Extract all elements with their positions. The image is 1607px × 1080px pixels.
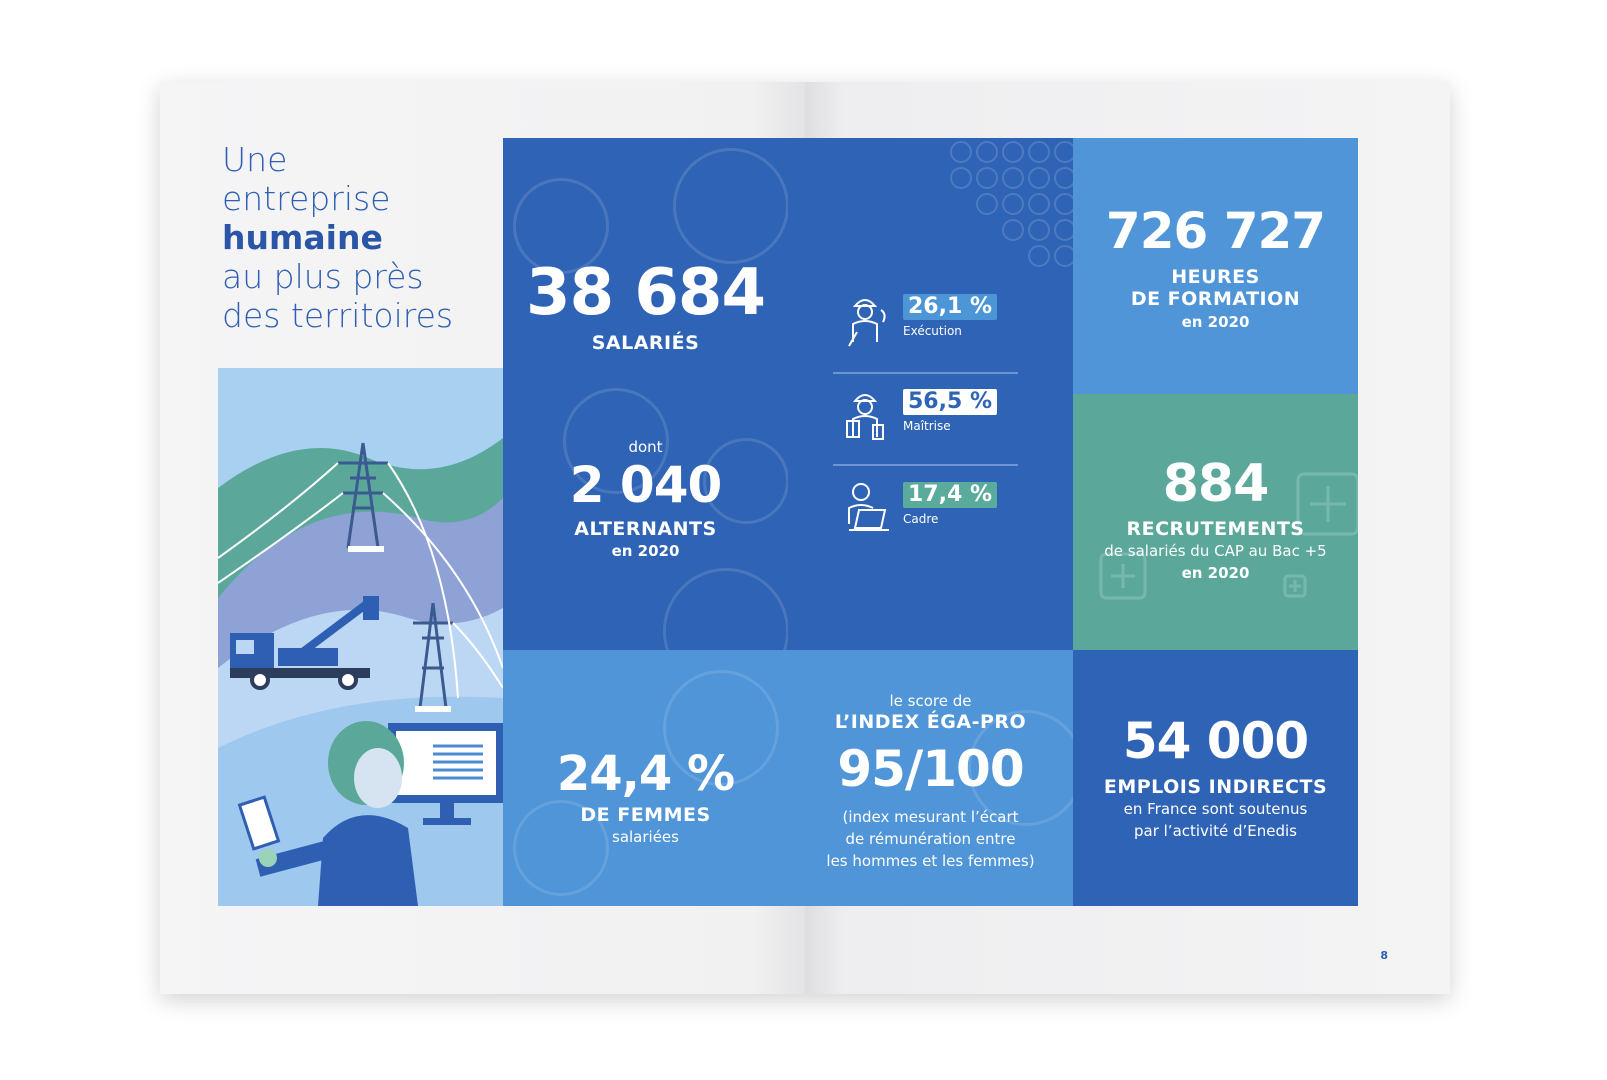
tile-femmes — [503, 650, 788, 906]
index-note-1: (index mesurant l’écart — [842, 808, 1019, 826]
illustration-artwork — [218, 368, 503, 906]
title-line-bold: humaine — [222, 218, 383, 257]
page-number: 8 — [1380, 949, 1388, 962]
title-line: entreprise — [222, 179, 391, 218]
category-label: Cadre — [903, 512, 939, 526]
emplois-value: 54 000 — [1122, 712, 1309, 770]
formation-year: en 2020 — [1181, 313, 1250, 331]
category-percent: 17,4 % — [903, 482, 997, 508]
category-percent: 26,1 % — [903, 294, 997, 320]
tile-salaries — [503, 138, 788, 650]
tile-index — [788, 650, 1073, 906]
femmes-value: 24,4 % — [556, 746, 735, 802]
femmes-sub: salariées — [612, 828, 679, 846]
tile-recrutements — [1073, 394, 1358, 650]
recrutements-sub: de salariés du CAP au Bac +5 — [1104, 542, 1327, 560]
salaries-value: 38 684 — [526, 256, 765, 330]
supervisor-clipboard-icon — [845, 387, 889, 443]
tile-formation — [1073, 138, 1358, 394]
category-row-cadre — [845, 480, 1045, 540]
category-label: Exécution — [903, 324, 962, 338]
recrutements-year: en 2020 — [1181, 564, 1250, 582]
category-row-execution — [845, 292, 1045, 352]
title-line: au plus près — [222, 257, 424, 296]
emplois-label: EMPLOIS INDIRECTS — [1103, 776, 1328, 798]
index-note-2: de rémunération entre — [845, 830, 1016, 848]
category-percent: 56,5 % — [903, 389, 997, 415]
category-row-maitrise — [845, 387, 1045, 447]
recrutements-label: RECRUTEMENTS — [1126, 518, 1305, 540]
category-divider — [833, 464, 1018, 466]
tile-emplois — [1073, 650, 1358, 906]
alternants-value: 2 040 — [569, 456, 722, 514]
emplois-sub-1: en France sont soutenus — [1123, 800, 1308, 818]
recrutements-value: 884 — [1162, 454, 1269, 514]
title-line: Une — [222, 140, 288, 179]
brochure-spread — [160, 82, 1450, 994]
formation-label-1: HEURES — [1171, 266, 1260, 288]
salaries-label: SALARIÉS — [591, 332, 700, 354]
index-note-3: les hommes et les femmes) — [826, 852, 1035, 870]
femmes-label: DE FEMMES — [580, 804, 711, 826]
formation-value: 726 727 — [1105, 202, 1326, 260]
formation-label-2: DE FORMATION — [1130, 288, 1301, 310]
manager-laptop-icon — [845, 480, 893, 536]
alternants-prefix: dont — [628, 438, 663, 456]
index-pre: le score de — [889, 692, 972, 710]
illustration — [218, 368, 503, 906]
emplois-sub-2: par l’activité d’Enedis — [1133, 822, 1297, 840]
category-divider — [833, 372, 1018, 374]
alternants-year: en 2020 — [611, 542, 680, 560]
category-label: Maîtrise — [903, 419, 951, 433]
page-title — [222, 140, 453, 335]
index-value: 95/100 — [837, 740, 1024, 798]
people-pattern — [943, 138, 1073, 268]
alternants-label: ALTERNANTS — [574, 518, 717, 540]
index-label: L’INDEX ÉGA-PRO — [834, 711, 1027, 733]
worker-tools-icon — [845, 292, 889, 348]
title-line: des territoires — [222, 296, 454, 335]
